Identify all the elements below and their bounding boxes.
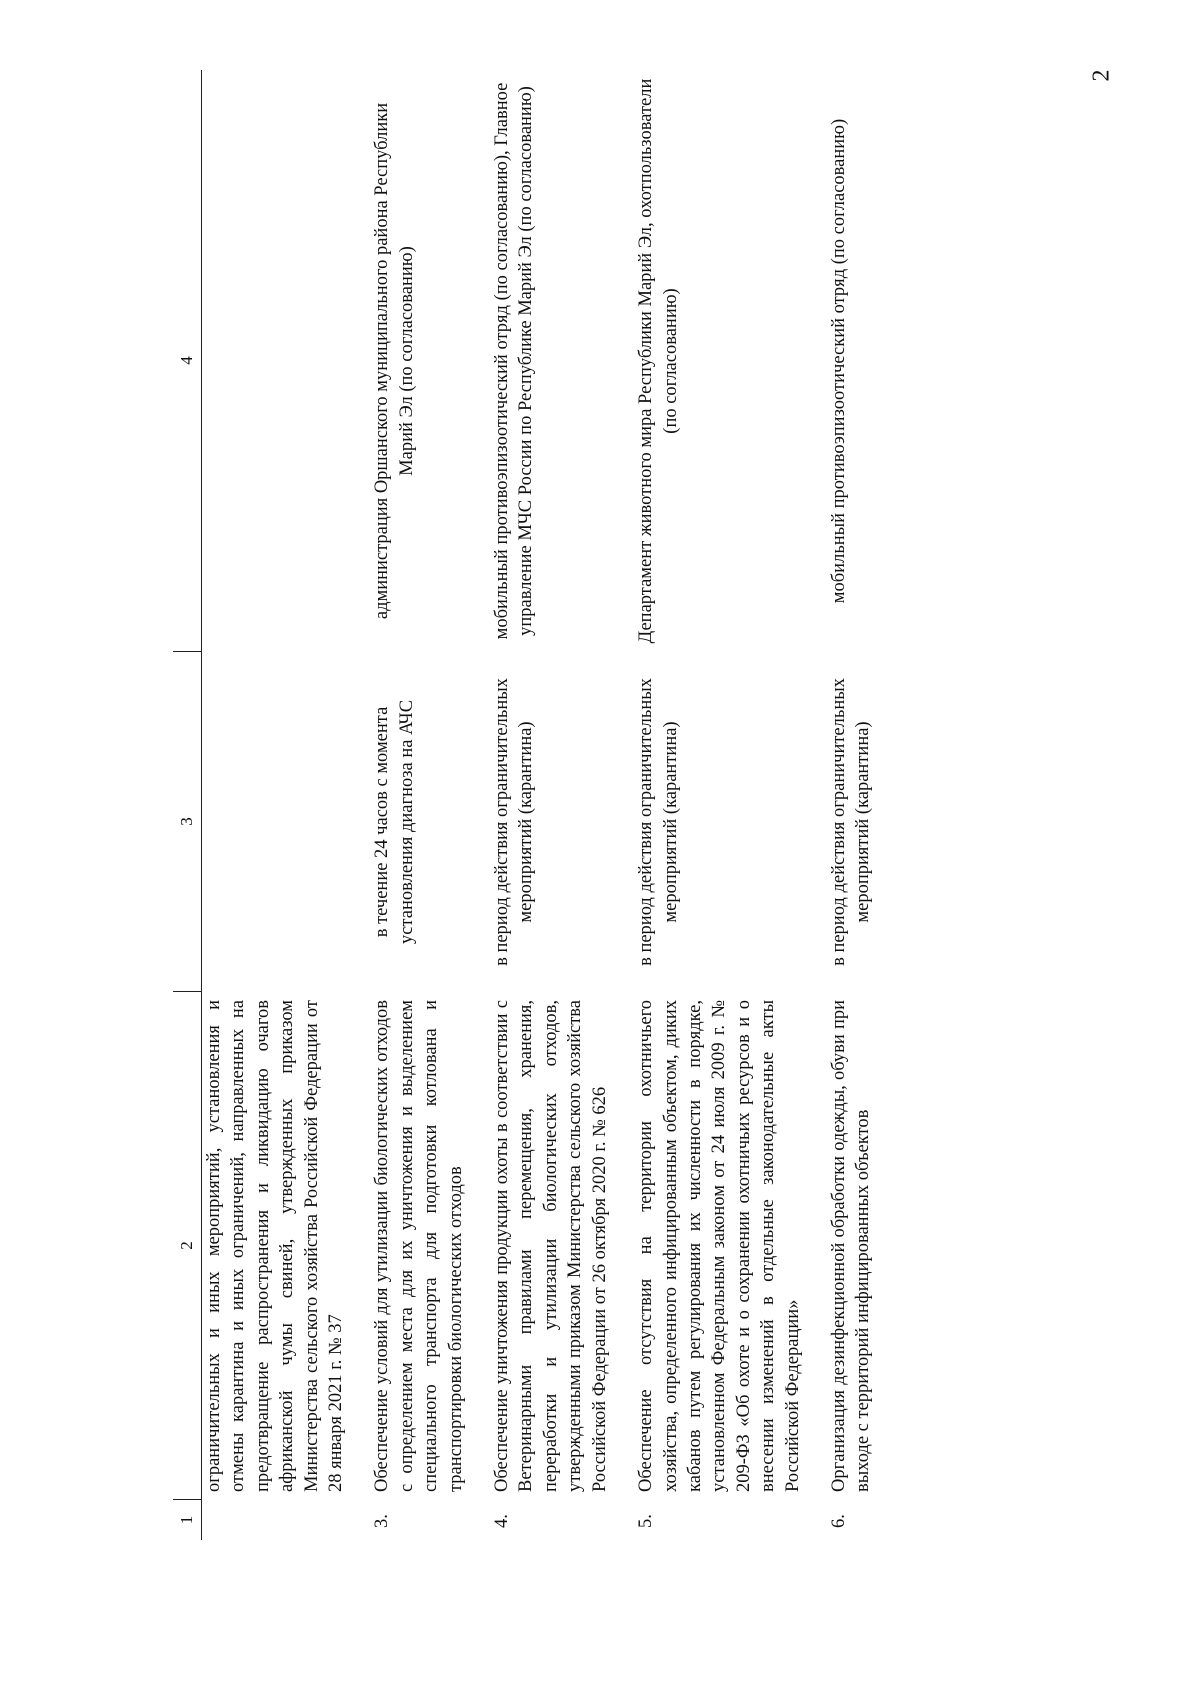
row-responsible: мобильный противоэпизоотический отряд (по согласованию), Главное управление МЧС России по Республике Марий Эл (по согласованию) — [492, 82, 537, 640]
column-header-4: 4 — [173, 70, 201, 652]
table-row — [827, 70, 876, 1540]
row-activity: ограничительных и иных мероприятий, установления и отмены карантина и иных ограничений, направленных на предотвращение распространения и ликвидацию очагов африканской чумы свиней, утвержденных приказом Министерства сельского хозяйства Российской Федерации от 28 января 2021 г. № 37 — [204, 1000, 347, 1492]
row-number: 6. — [828, 1514, 849, 1528]
page-number: 2 — [1088, 69, 1115, 82]
table-row — [634, 70, 805, 1540]
row-deadline — [202, 652, 348, 992]
row-number: 4. — [492, 1514, 513, 1528]
row-deadline: в течение 24 часов с момента установления диагноза на АЧС — [372, 699, 417, 945]
row-responsible: Департамент животного мира Республики Марий Эл, охотпользователи (по согласованию) — [636, 78, 681, 644]
table-row — [490, 70, 612, 1540]
row-activity: Организация дезинфекционной обработки одежды, обуви при выходе с территорий инфицированных объектов — [828, 1000, 874, 1492]
table-row — [370, 70, 468, 1540]
row-number: 5. — [636, 1514, 657, 1528]
table-header — [173, 70, 202, 1540]
row-deadline: в период действия ограничительных мероприятий (карантина) — [828, 678, 874, 966]
row-number: 3. — [372, 1514, 393, 1528]
column-header-2: 2 — [173, 992, 201, 1500]
row-activity: Обеспечение отсутствия на территории охотничьего хозяйства, определенного инфицированным объектом, диких кабанов путем регулирования их численности в порядке, установленном Федеральным законом от 24 июля 2009 г. № 209-ФЗ «Об охоте и о сохранении охотничьих ресурсов и о внесении изменений в отдельные законодательные акты Российской Федерации» — [636, 1000, 803, 1492]
row-deadline: в период действия ограничительных мероприятий (карантина) — [636, 678, 681, 966]
row-activity: Обеспечение уничтожения продукции охоты в соответствии с Ветеринарными правилами перемещения, хранения, переработки и утилизации биологических отходов, утвержденными приказом Министерства сельского хозяйства Российской Федерации от 26 октября 2020 г. № 626 — [492, 1000, 610, 1492]
row-responsible: администрация Оршанского муниципального района Республики Марий Эл (по согласованию) — [372, 102, 417, 620]
measures-table — [173, 70, 1043, 1540]
column-header-1: 1 — [177, 1515, 196, 1525]
row-deadline: в период действия ограничительных мероприятий (карантина) — [492, 678, 537, 966]
table-row — [202, 70, 348, 1540]
row-responsible: мобильный противоэпизоотический отряд (по согласованию) — [828, 118, 849, 604]
row-number — [202, 1500, 348, 1540]
row-responsible — [202, 70, 348, 652]
column-header-3: 3 — [173, 652, 201, 992]
row-activity: Обеспечение условий для утилизации биологических отходов с определением места для их уничтожения и выделением специального транспорта для подготовки котлована и транспортировки биологических отходов — [372, 1000, 466, 1492]
